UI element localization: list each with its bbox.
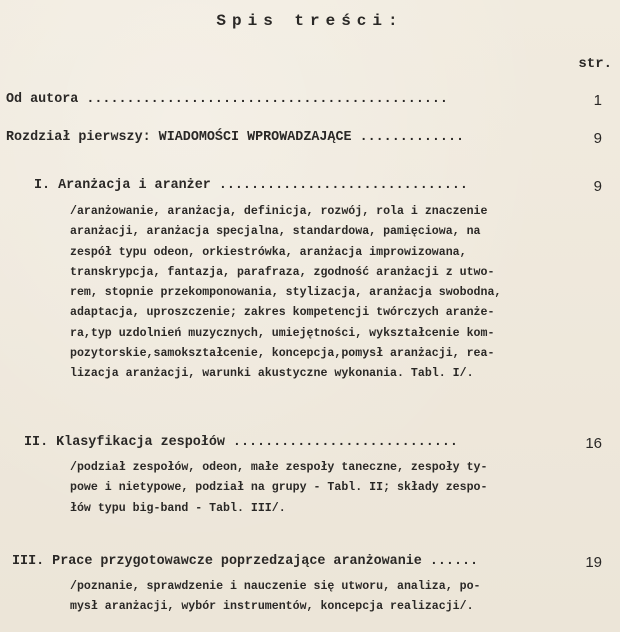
toc-entry-page: 9 [593,178,602,195]
description-line: rem, stopnie przekomponowania, stylizacja, aranżacja swobodna, [70,286,502,300]
description-line: adaptacja, uproszczenie; zakres kompetencji twórczych aranże- [70,306,495,320]
description-line: mysł aranżacji, wybór instrumentów, koncepcja realizacji/. [70,600,474,614]
description-line: transkrypcja, fantazja, parafraza, zgodność aranżacji z utwo- [70,265,495,279]
description-line: zespół typu odeon, orkiestrówka, aranżacja improwizowana, [70,245,467,259]
description-line: aranżacji, aranżacja specjalna, standardowa, pamięciowa, na [70,225,481,239]
toc-entry-section-1 [34,178,612,193]
page-title: Spis treści: [216,12,404,30]
toc-entry-text: Od autora ............................................. [6,92,448,107]
description-line: lizacja aranżacji, warunki akustyczne wykonania. Tabl. I/. [70,367,474,381]
toc-entry-text: Rozdział pierwszy: WIADOMOŚCI WPROWADZAJĄCE ............. [6,130,465,145]
section-1-description [70,202,610,385]
toc-entry-text: II. Klasyfikacja zespołów ............................ [24,435,458,450]
description-line: powe i nietypowe, podział na grupy - Tabl. II; składy zespo- [70,481,488,495]
toc-entry-section-3 [12,554,612,569]
toc-entry-chapter-one [6,130,612,145]
description-line: /poznanie, sprawdzenie i nauczenie się utworu, analiza, po- [70,580,481,593]
description-line: łów typu big-band - Tabl. III/. [70,501,286,515]
description-line: pozytorskie,samokształcenie, koncepcja,pomysł aranżacji, rea- [70,347,495,361]
toc-entry-text: I. Aranżacja i aranżer ............................... [34,178,468,193]
section-2-description [70,458,610,519]
description-line: ra,typ uzdolnień muzycznych, umiejętności, wykształcenie kom- [70,326,495,340]
description-line: /podział zespołów, odeon, małe zespoły taneczne, zespoły ty- [70,461,488,474]
toc-entry-section-2 [24,435,612,450]
toc-entry-od-autora [6,92,612,107]
toc-entry-page: 16 [585,435,602,452]
section-3-description [70,577,610,618]
toc-entry-text: III. Prace przygotowawcze poprzedzające aranżowanie ...... [12,554,479,569]
toc-entry-page: 1 [593,92,602,109]
toc-entry-page: 19 [585,554,602,571]
page-column-label: str. [578,56,612,72]
description-line: /aranżowanie, aranżacja, definicja, rozwój, rola i znaczenie [70,205,488,218]
toc-entry-page: 9 [593,130,602,147]
